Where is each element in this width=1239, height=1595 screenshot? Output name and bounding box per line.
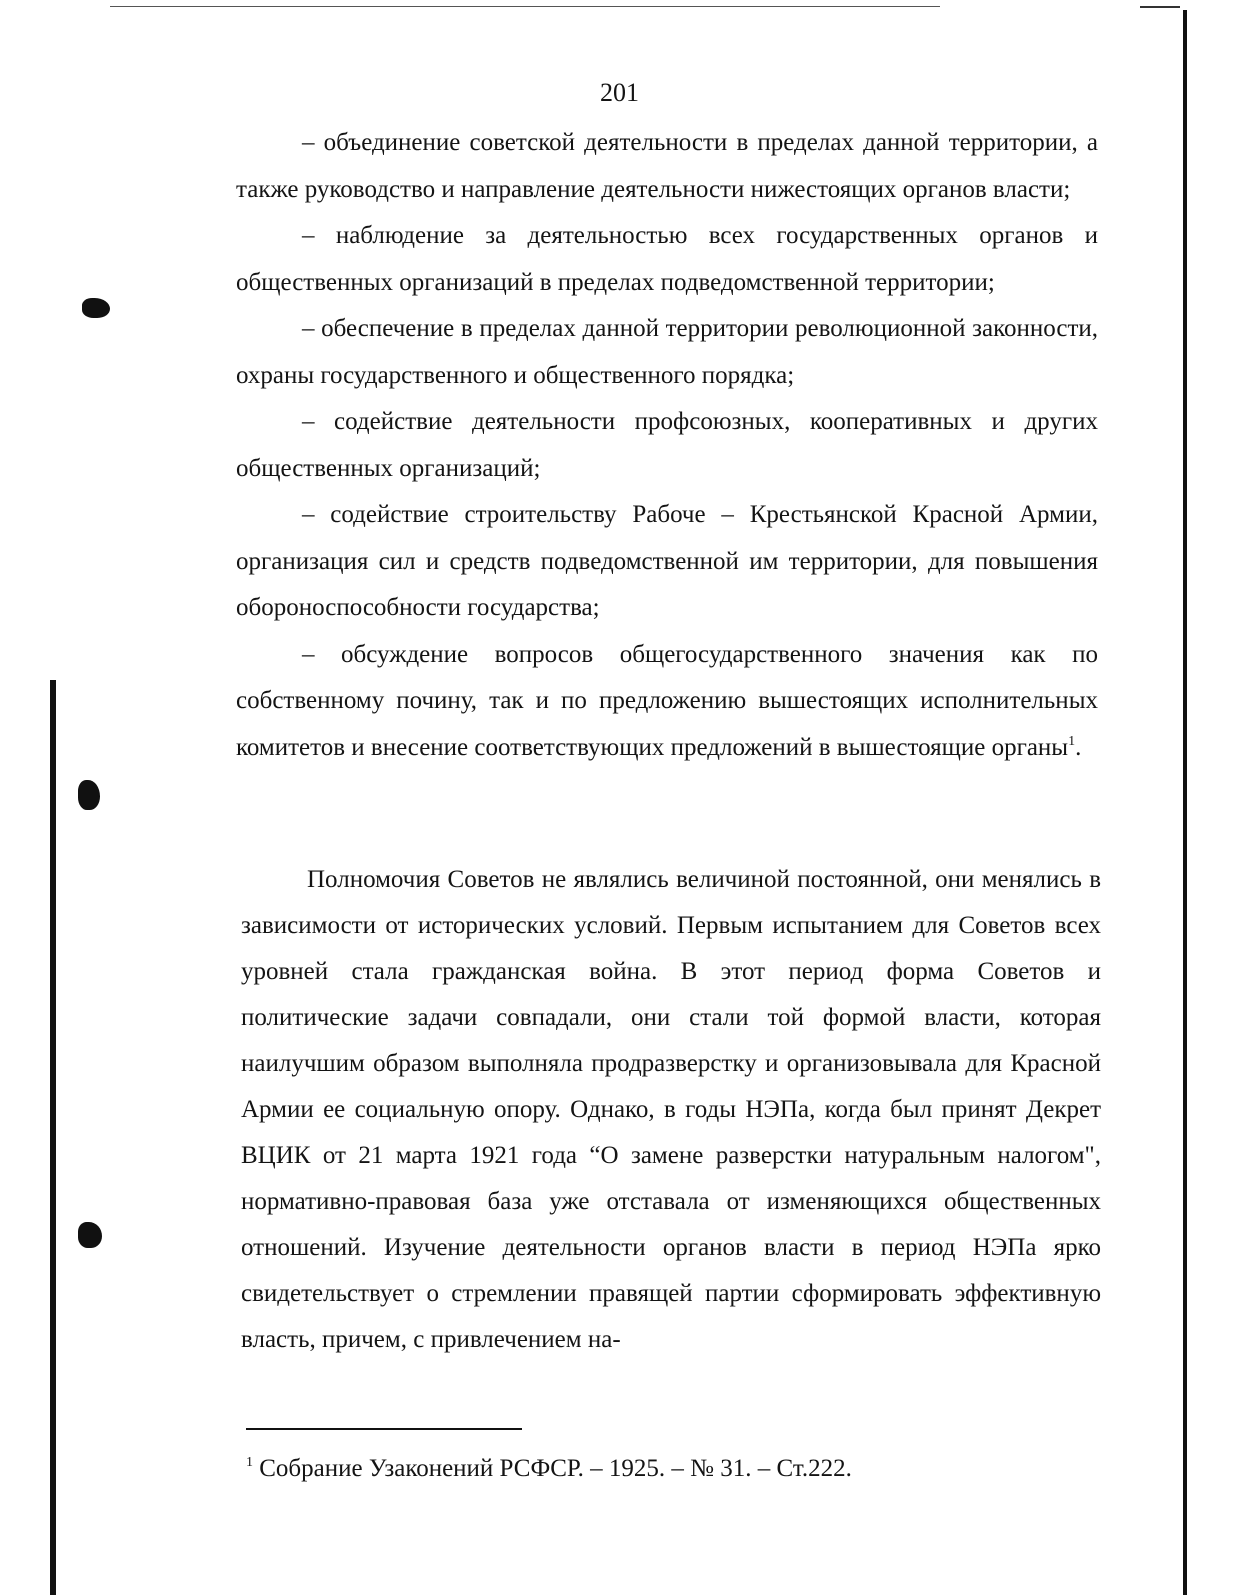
page-number: 201 (600, 78, 639, 107)
list-item-text: – обсуждение вопросов общегосударственного значения как по собственному почину, так и по предложению вышестоящих исполнительных комитетов и внесение соответствующих предложений в вышестоящие органы (236, 640, 1098, 761)
scan-edge-top-right (1140, 6, 1180, 8)
footnote-ref: 1 (1068, 733, 1076, 749)
footnote-marker: 1 (246, 1455, 253, 1470)
list-item: – содействие строительству Рабоче – Крестьянской Красной Армии, организация сил и средств подведомственной им территории, для повышения обороноспособности государства; (236, 501, 1098, 621)
footnote (246, 1455, 1146, 1483)
footnote-divider (246, 1428, 522, 1430)
punch-hole-mark (82, 298, 110, 318)
list-item: – обеспечение в пределах данной территории революционной законности, охраны государственного и общественного порядка; (236, 315, 1098, 389)
scan-edge-top (110, 6, 940, 7)
list-item: – объединение советской деятельности в пределах данной территории, а также руководство и направление деятельности нижестоящих органов власти; (236, 129, 1098, 203)
list-item-end: . (1075, 733, 1082, 761)
body-paragraph: Полномочия Советов не являлись величиной постоянной, они менялись в зависимости от исторических условий. Первым испытанием для Советов всех уровней стала гражданская война. В этот период форма Советов и политические задачи совпадали, они стали той формой власти, которая наилучшим образом выполняла продразверстку и организовывала для Красной Армии ее социальную опору. Однако, в годы НЭПа, когда был принят Декрет ВЦИК от 21 марта 1921 года “О замене разверстки натуральным налогом", нормативно-правовая база уже отставала от изменяющихся общественных отношений. Изучение деятельности органов власти в период НЭПа ярко свидетельствует о стремлении правящей партии сформировать эффективную власть, причем, с привлечением на- (241, 866, 1101, 1353)
list-item: – содействие деятельности профсоюзных, кооперативных и других общественных организаций; (236, 408, 1098, 482)
list-item (236, 632, 1098, 772)
punch-hole-mark (78, 780, 100, 810)
list-item: – наблюдение за деятельностью всех государственных органов и общественных организаций в пределах подведомственной территории; (236, 222, 1098, 296)
scan-edge-left (50, 680, 56, 1595)
scan-edge-right (1183, 10, 1187, 1595)
punch-hole-mark (78, 1222, 102, 1248)
footnote-text: Собрание Узаконений РСФСР. – 1925. – № 31. – Ст.222. (259, 1455, 852, 1482)
list-block (236, 120, 1098, 771)
body-block (241, 857, 1101, 1363)
